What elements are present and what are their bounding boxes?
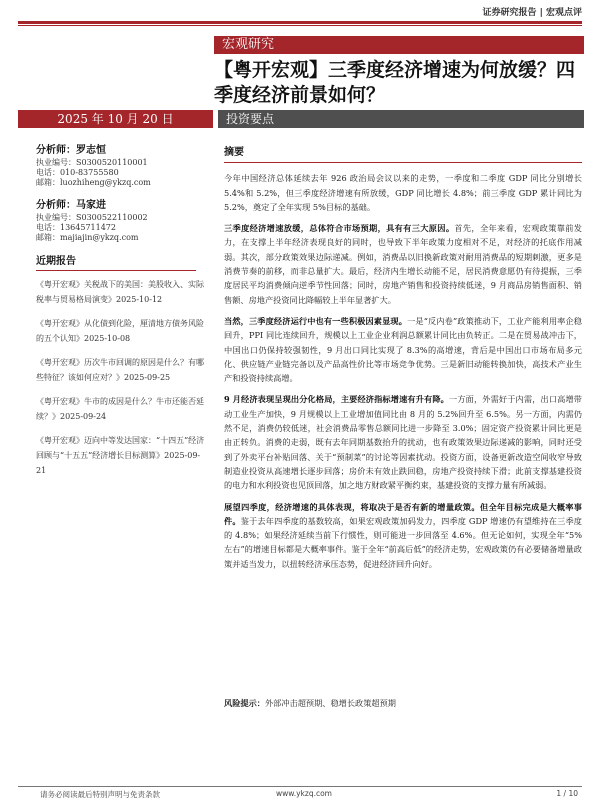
abstract-paragraph bbox=[224, 392, 582, 492]
risk-text: 外部冲击超预期、稳增长政策超预期 bbox=[264, 698, 396, 708]
risk-label: 风险提示： bbox=[224, 698, 265, 708]
analyst-block bbox=[36, 146, 206, 188]
paragraph-lead: 9 月经济表现呈现出分化格局，主要经济指标增速有升有降。 bbox=[224, 394, 449, 405]
abstract-paragraph bbox=[224, 171, 582, 214]
footer-divider bbox=[18, 786, 582, 787]
header-divider-thin bbox=[18, 25, 582, 26]
analyst-cert: 执业编号：S0300520110001 bbox=[36, 158, 148, 167]
recent-report-link[interactable]: 《粤开宏观》历次牛市回调的原因是什么？有哪些特征？该如何应对？》2025-09-25 bbox=[36, 358, 204, 382]
section-tag: 宏观研究 bbox=[214, 36, 584, 54]
paragraph-lead: 当然，三季度经济运行中也有一些积极因素显现。 bbox=[224, 315, 408, 326]
recent-report-link[interactable]: 《粤开宏观》从化债到化险，厘清地方债务风险的五个认知》2025-10-08 bbox=[36, 319, 204, 343]
paragraph-text: 鉴于去年四季度的基数较高，如果宏观政策加码发力，四季度 GDP 增速仍有望维持在三季度的 4.8%；如果经济延续当前下行惯性，则可能进一步回落至 4.6%。但无论如何，实现全年“5%左右”的增速目标都是大概率事件。鉴于全年“前高后低”的经济走势，宏观政策仍有必要储备增量政策并适当发力，以扭转经济承压态势，促进经济回升向好。 bbox=[224, 515, 582, 569]
recent-report-link[interactable]: 《粤开宏观》牛市的成因是什么？牛市还能否延续？》2025-09-24 bbox=[36, 397, 204, 421]
abstract-label: 摘要 bbox=[224, 147, 244, 158]
abstract-divider bbox=[224, 162, 582, 163]
abstract-paragraph bbox=[224, 314, 582, 385]
header-divider bbox=[18, 21, 582, 24]
analyst-phone: 电话：13645711472 bbox=[36, 223, 116, 232]
abstract-section bbox=[224, 146, 582, 578]
footer-disclaimer[interactable]: 请务必阅读最后特别声明与免责条款 bbox=[40, 790, 160, 799]
report-type-header: 证券研究报告 | 宏观点评 bbox=[482, 8, 582, 18]
paragraph-text: 今年中国经济总体延续去年 926 政治局会议以来的走势，一季度和二季度 GDP 同比分别增长 5.4%和 5.2%，但三季度经济增速有所放缓，GDP 同比增长 4.8%；前三季度 GDP 累计同比为 5.2%，奠定了全年实现 5%目标的基础。 bbox=[224, 173, 582, 212]
analyst-block bbox=[36, 201, 206, 243]
analyst-name: 分析师：马家进 bbox=[36, 200, 106, 211]
analyst-cert: 执业编号：S0300522110002 bbox=[36, 213, 148, 222]
analyst-email[interactable]: 邮箱：majiajin@ykzq.com bbox=[36, 233, 139, 242]
recent-reports-title: 近期报告 bbox=[36, 256, 76, 267]
paragraph-text: 首先，全年来看，宏观政策靠前发力，在支撑上半年经济表现良好的同时，也导致下半年政策力度相对不足，对经济的托底作用减弱。其次，部分政策效果边际递减。例如，消费品以旧换新政策对耐用消费品的短期刺激，更多是消费节奏的前移，而非总量扩大。最后，经济内生增长动能不足，居民消费意愿仍有待提振，三季度居民平均消费倾向逆季节性回落；同时，房地产销售和投资持续低迷，9 月商品房销售面积、销售额、房地产投资同比降幅较上半年显著扩大。 bbox=[224, 223, 582, 305]
analyst-phone: 电话：010-83755580 bbox=[36, 168, 119, 177]
paragraph-lead: 展望四季度，经济增速的具体表现，将取决于是否有新的增量政策。但全年目标完成是大概率事件。 bbox=[224, 501, 582, 526]
analyst-name: 分析师：罗志恒 bbox=[36, 145, 106, 156]
paragraph-text: 一是“反内卷”政策推动下，工业产能利用率企稳回升，PPI 同比连续回升，规模以上工业企业利润总额累计同比由负转正。二是在贸易战冲击下，中国出口仍保持较强韧性，9 月出口同比实现了 8.3%的高增速，背后是中国出口市场布局多元化、供应链产业链完备以及产品高性价比等市场竞争优势。三是新旧动能转换加快，高技术产业生产和投资持续高增。 bbox=[224, 315, 582, 384]
recent-reports-divider bbox=[36, 270, 196, 271]
page-number: 1 / 10 bbox=[556, 789, 578, 798]
key-points-label: 投资要点 bbox=[218, 110, 584, 128]
paragraph-text: 一方面，外需好于内需，出口高增带动工业生产加快，9 月规模以上工业增加值同比由 8 月的 5.2%回升至 6.5%。另一方面，内需仍然不足，消费仍较低迷，社会消费品零售总额同比进一步降至 3.0%；固定资产投资累计同比更是由正转负。消费的走弱，既有去年同期基数抬升的扰动，也有政策效果边际递减的影响，同时还受到了外卖平台补贴回落、关于“预制菜”的讨论等因素扰动。投资方面，设备更新改造空间收窄导致制造业投资从高速增长逐步回落；房价未有效止跌回稳，房地产投资持续下滑；此前支撑基建投资的电力和水利投资也见顶回落，加之地方财政紧平衡约束，基建投资的支撑力量有所减弱。 bbox=[224, 394, 582, 491]
page-title: 【粤开宏观】三季度经济增速为何放缓？四季度经济前景如何？ bbox=[214, 59, 576, 106]
recent-report-link[interactable]: 《粤开宏观》关税战下的美国：美股收入、实际税率与贸易格局演变》2025-10-12 bbox=[36, 280, 204, 304]
abstract-paragraph bbox=[224, 500, 582, 571]
recent-report-link[interactable]: 《粤开宏观》迈向中等发达国家：“十四五”经济回顾与“十五五”经济增长目标测算》2025-09-21 bbox=[36, 436, 205, 475]
abstract-paragraph bbox=[224, 221, 582, 307]
sidebar bbox=[36, 146, 206, 487]
footer-url[interactable]: www.ykzq.com bbox=[276, 789, 332, 798]
risk-warning bbox=[224, 697, 582, 709]
analyst-email[interactable]: 邮箱：luozhiheng@ykzq.com bbox=[36, 178, 151, 187]
paragraph-lead: 三季度经济增速放缓，总体符合市场预期，具有有三大原因。 bbox=[224, 223, 455, 234]
report-date: 2025 年 10 月 20 日 bbox=[18, 110, 213, 128]
